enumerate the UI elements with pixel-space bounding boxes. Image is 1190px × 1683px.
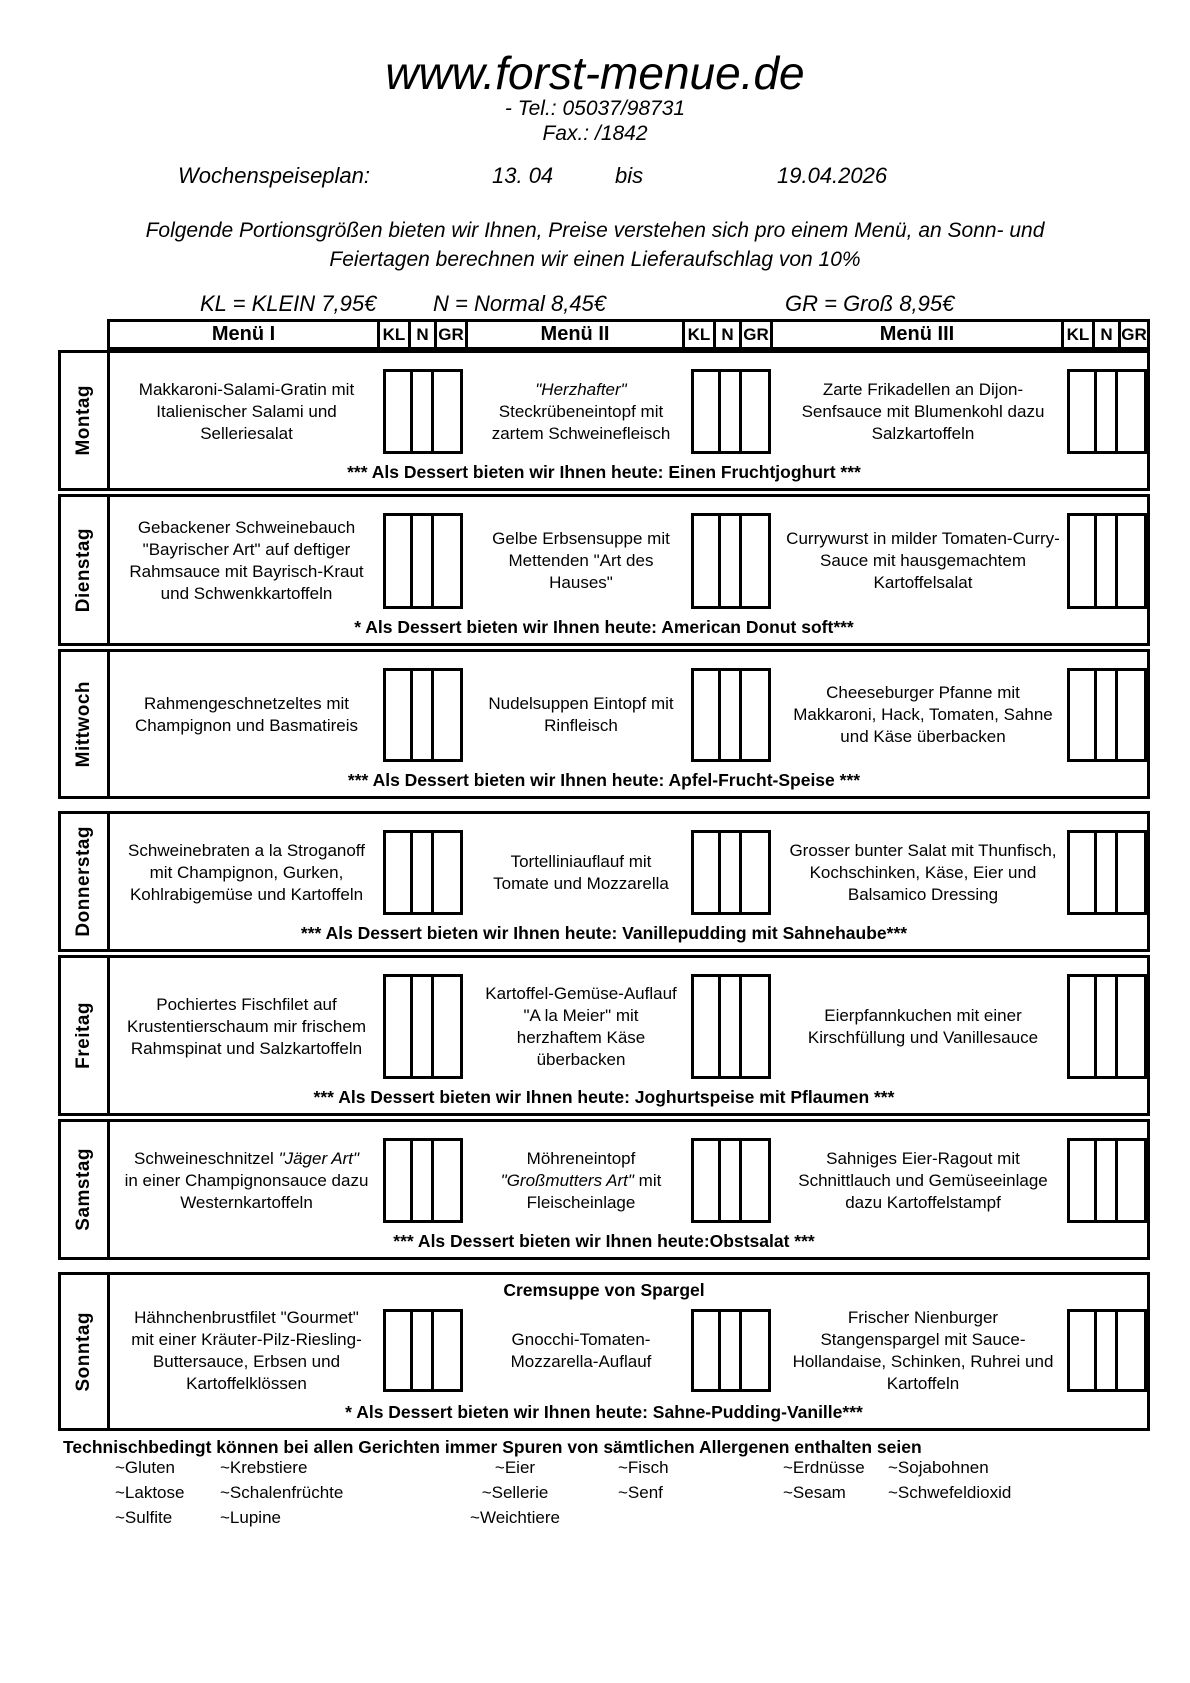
gr-checkbox: [742, 833, 768, 912]
menu2-dish: Kartoffel-Gemüse-Auflauf "A la Meier" mit herzhaftem Käse überbacken: [485, 983, 677, 1069]
menu2-dish: Gnocchi-Tomaten- Mozzarella-Auflauf: [510, 1329, 652, 1371]
price-legend: [0, 291, 1190, 317]
kl-checkbox: [694, 1141, 721, 1220]
menu3-dish: Grosser bunter Salat mit Thunfisch, Kochschinken, Käse, Eier und Balsamico Dressing: [789, 840, 1057, 904]
gr-checkbox: [434, 977, 460, 1076]
gr-checkbox: [434, 1312, 460, 1389]
kl-checkbox: [694, 833, 721, 912]
gr-checkbox: [434, 671, 460, 759]
menu1-header: Menü I: [110, 322, 377, 347]
n-checkbox: [1097, 372, 1118, 451]
size-checkboxes-menu1: [383, 974, 463, 1079]
size-checkboxes-menu1: [383, 513, 463, 609]
allergen-item: ~Fisch: [618, 1458, 669, 1477]
allergen-item: ~Sesam: [783, 1483, 846, 1502]
n-checkbox: [1097, 671, 1118, 759]
menu3-dish: Frischer Nienburger Stangenspargel mit Sauce- Hollandaise, Schinken, Ruhrei und Kartoffeln: [792, 1307, 1054, 1393]
size-checkboxes-menu3: [1067, 974, 1147, 1079]
gr-checkbox: [742, 1312, 768, 1389]
n-checkbox: [1097, 516, 1118, 606]
menu1-dish: Schweinebraten a la Stroganoff mit Champignon, Gurken, Kohlrabigemüse und Kartoffeln: [128, 840, 365, 904]
kl-checkbox: [694, 516, 721, 606]
gr-header: GR: [1121, 322, 1147, 347]
n-checkbox: [721, 516, 742, 606]
telephone-line: - Tel.: 05037/98731: [504, 97, 686, 120]
gr-header: GR: [742, 322, 770, 347]
date-connector: bis: [615, 163, 644, 188]
site-url-title: www.forst-menue.de: [385, 47, 805, 99]
menu1-dish: Rahmengeschnetzeltes mit Champignon und Basmatireis: [134, 694, 358, 735]
n-checkbox: [721, 977, 742, 1076]
size-checkboxes-menu1: [383, 1138, 463, 1223]
section-gap: [58, 1260, 1150, 1272]
size-checkboxes-menu1: [383, 830, 463, 915]
size-checkboxes-menu2: [691, 513, 771, 609]
allergen-item: ~Erdnüsse: [783, 1458, 865, 1477]
menu3-dish: Zarte Frikadellen an Dijon- Senfsauce mit Blumenkohl dazu Salzkartoffeln: [801, 379, 1045, 443]
n-checkbox: [413, 833, 434, 912]
plan-date-line: [0, 163, 1190, 189]
day-row-donnerstag: [58, 811, 1150, 952]
kl-checkbox: [386, 977, 413, 1076]
kl-header: KL: [1064, 322, 1092, 347]
menu3-header: Menü III: [773, 322, 1061, 347]
dessert-line: *** Als Dessert bieten wir Ihnen heute: Apfel-Frucht-Speise ***: [347, 770, 861, 790]
n-checkbox: [413, 977, 434, 1076]
size-checkboxes-menu2: [691, 668, 771, 762]
menu1-dish: Pochiertes Fischfilet auf Krustentierschaum mir frischem Rahmspinat und Salzkartoffeln: [126, 994, 366, 1058]
dessert-line: * Als Dessert bieten wir Ihnen heute: American Donut soft***: [354, 617, 854, 637]
menu2-dish: "Herzhafter" Steckrübeneintopf mit zartem Schweinefleisch: [491, 379, 671, 443]
menu1-dish: Makkaroni-Salami-Gratin mit Italienischer Salami und Selleriesalat: [138, 379, 355, 443]
gr-checkbox: [742, 671, 768, 759]
kl-checkbox: [1070, 977, 1097, 1076]
allergen-item: ~Lupine: [220, 1508, 281, 1527]
kl-checkbox: [1070, 1141, 1097, 1220]
gr-checkbox: [1118, 671, 1144, 759]
size-checkboxes-menu1: [383, 1309, 463, 1392]
allergen-item: ~Eier: [494, 1458, 536, 1477]
n-checkbox: [1097, 977, 1118, 1076]
table-header-row: [107, 319, 1150, 350]
plan-label: Wochenspeiseplan:: [178, 163, 371, 188]
menu-table: [58, 319, 1150, 1431]
menu2-dish: Nudelsuppen Eintopf mit Rinfleisch: [488, 694, 674, 735]
allergen-item: ~Sulfite: [115, 1508, 173, 1527]
dessert-line: *** Als Dessert bieten wir Ihnen heute:Obstsalat ***: [393, 1231, 815, 1251]
dessert-line: *** Als Dessert bieten wir Ihnen heute: Joghurtspeise mit Pflaumen ***: [313, 1087, 895, 1107]
price-small: KL = KLEIN 7,95€: [200, 291, 377, 316]
menu1-dish: Schweineschnitzel "Jäger Art" in einer Champignonsauce dazu Westernkartoffeln: [124, 1148, 369, 1212]
kl-checkbox: [386, 671, 413, 759]
size-checkboxes-menu3: [1067, 1309, 1147, 1392]
dessert-line: * Als Dessert bieten wir Ihnen heute: Sahne-Pudding-Vanille***: [345, 1402, 863, 1422]
day-name: Dienstag: [73, 527, 94, 613]
day-row-samstag: [58, 1119, 1150, 1260]
date-to: 19.04.2026: [777, 163, 888, 188]
section-gap: [58, 799, 1150, 811]
n-checkbox: [1097, 1141, 1118, 1220]
price-normal: N = Normal 8,45€: [433, 291, 607, 316]
portion-note-line1: Folgende Portionsgrößen bieten wir Ihnen, Preise verstehen sich pro einem Menü, an Sonn- und: [145, 219, 1045, 242]
kl-header: KL: [380, 322, 408, 347]
n-checkbox: [721, 372, 742, 451]
portion-note-line2: Feiertagen berechnen wir einen Lieferaufschlag von 10%: [329, 248, 861, 271]
allergen-item: ~Schalenfrüchte: [220, 1483, 344, 1502]
kl-checkbox: [694, 372, 721, 451]
kl-checkbox: [1070, 1312, 1097, 1389]
allergen-item: ~Gluten: [115, 1458, 176, 1477]
menu3-dish: Sahniges Eier-Ragout mit Schnittlauch und Gemüseeinlage dazu Kartoffelstampf: [798, 1148, 1048, 1212]
kl-checkbox: [386, 372, 413, 451]
size-checkboxes-menu2: [691, 369, 771, 454]
day-name: Samstag: [73, 1148, 94, 1231]
kl-checkbox: [386, 516, 413, 606]
n-header: N: [411, 322, 434, 347]
day-row-montag: [58, 350, 1150, 491]
gr-checkbox: [1118, 1141, 1144, 1220]
menu2-header: Menü II: [468, 322, 682, 347]
fax-line: Fax.: /1842: [542, 122, 648, 145]
day-name: Donnerstag: [73, 826, 94, 937]
dessert-line: *** Als Dessert bieten wir Ihnen heute: Vanillepudding mit Sahnehaube***: [300, 923, 908, 943]
n-checkbox: [413, 1312, 434, 1389]
gr-checkbox: [1118, 1312, 1144, 1389]
gr-checkbox: [742, 372, 768, 451]
day-name: Montag: [73, 385, 94, 456]
kl-checkbox: [1070, 671, 1097, 759]
starter-line: Cremsuppe von Spargel: [503, 1280, 705, 1300]
size-checkboxes-menu2: [691, 974, 771, 1079]
allergen-item: ~Weichtiere: [470, 1508, 560, 1527]
n-checkbox: [1097, 833, 1118, 912]
size-checkboxes-menu1: [383, 668, 463, 762]
allergen-row: [0, 1458, 1190, 1480]
kl-checkbox: [694, 977, 721, 1076]
dessert-line: *** Als Dessert bieten wir Ihnen heute: Einen Fruchtjoghurt ***: [347, 462, 861, 482]
n-checkbox: [413, 372, 434, 451]
kl-checkbox: [1070, 833, 1097, 912]
gr-checkbox: [434, 372, 460, 451]
kl-checkbox: [694, 671, 721, 759]
allergen-item: ~Laktose: [115, 1483, 185, 1502]
size-checkboxes-menu3: [1067, 369, 1147, 454]
kl-checkbox: [386, 833, 413, 912]
day-row-sonntag: [58, 1272, 1150, 1431]
size-checkboxes-menu3: [1067, 1138, 1147, 1223]
day-row-mittwoch: [58, 649, 1150, 799]
allergen-item: ~Krebstiere: [220, 1458, 308, 1477]
size-checkboxes-menu2: [691, 1309, 771, 1392]
size-checkboxes-menu3: [1067, 668, 1147, 762]
menu3-dish: Currywurst in milder Tomaten-Curry- Sauce mit hausgemachtem Kartoffelsalat: [786, 529, 1060, 592]
day-name: Mittwoch: [73, 680, 94, 768]
menu2-dish: Gelbe Erbsensuppe mit Mettenden "Art des Hauses": [492, 529, 670, 592]
menu3-dish: Eierpfannkuchen mit einer Kirschfüllung und Vanillesauce: [807, 1005, 1039, 1047]
n-header: N: [716, 322, 739, 347]
size-checkboxes-menu2: [691, 830, 771, 915]
n-checkbox: [413, 516, 434, 606]
gr-checkbox: [1118, 372, 1144, 451]
kl-checkbox: [386, 1141, 413, 1220]
size-checkboxes-menu3: [1067, 830, 1147, 915]
gr-checkbox: [434, 1141, 460, 1220]
gr-checkbox: [1118, 977, 1144, 1076]
gr-checkbox: [742, 977, 768, 1076]
allergen-row: [0, 1483, 1190, 1505]
size-checkboxes-menu1: [383, 369, 463, 454]
n-checkbox: [721, 1141, 742, 1220]
allergen-item: ~Sellerie: [481, 1483, 549, 1502]
n-checkbox: [413, 671, 434, 759]
menu2-dish: Möhreneintopf "Großmutters Art" mit Fleischeinlage: [500, 1148, 662, 1212]
day-name: Sonntag: [73, 1311, 94, 1392]
n-checkbox: [413, 1141, 434, 1220]
n-checkbox: [1097, 1312, 1118, 1389]
allergen-item: ~Senf: [618, 1483, 663, 1502]
n-checkbox: [721, 1312, 742, 1389]
kl-checkbox: [386, 1312, 413, 1389]
gr-checkbox: [434, 516, 460, 606]
n-checkbox: [721, 833, 742, 912]
kl-checkbox: [694, 1312, 721, 1389]
date-from: 13. 04: [492, 163, 554, 188]
menu1-dish: Gebackener Schweinebauch "Bayrischer Art" auf deftiger Rahmsauce mit Bayrisch-Kraut und Schwenkkartoffeln: [129, 518, 364, 603]
gr-checkbox: [742, 1141, 768, 1220]
gr-checkbox: [742, 516, 768, 606]
kl-header: KL: [685, 322, 713, 347]
n-checkbox: [721, 671, 742, 759]
menu2-dish: Tortelliniauflauf mit Tomate und Mozzarella: [493, 851, 669, 893]
gr-checkbox: [1118, 516, 1144, 606]
kl-checkbox: [1070, 372, 1097, 451]
allergen-row: [0, 1508, 1190, 1530]
gr-header: GR: [437, 322, 465, 347]
n-header: N: [1095, 322, 1118, 347]
size-checkboxes-menu3: [1067, 513, 1147, 609]
allergen-item: ~Schwefeldioxid: [888, 1483, 1012, 1502]
kl-checkbox: [1070, 516, 1097, 606]
price-large: GR = Groß 8,95€: [785, 291, 955, 316]
menu3-dish: Cheeseburger Pfanne mit Makkaroni, Hack, Tomaten, Sahne und Käse überbacken: [793, 683, 1053, 746]
gr-checkbox: [434, 833, 460, 912]
allergen-disclaimer: Technischbedingt können bei allen Gerichten immer Spuren von sämtlichen Allergenen enthalten seien: [63, 1437, 922, 1457]
day-row-freitag: [58, 955, 1150, 1116]
menu1-dish: Hähnchenbrustfilet "Gourmet" mit einer Kräuter-Pilz-Riesling- Buttersauce, Erbsen und Kartoffelklössen: [131, 1307, 362, 1393]
allergen-item: ~Sojabohnen: [888, 1458, 989, 1477]
day-row-dienstag: [58, 494, 1150, 646]
gr-checkbox: [1118, 833, 1144, 912]
size-checkboxes-menu2: [691, 1138, 771, 1223]
day-name: Freitag: [73, 1002, 94, 1069]
